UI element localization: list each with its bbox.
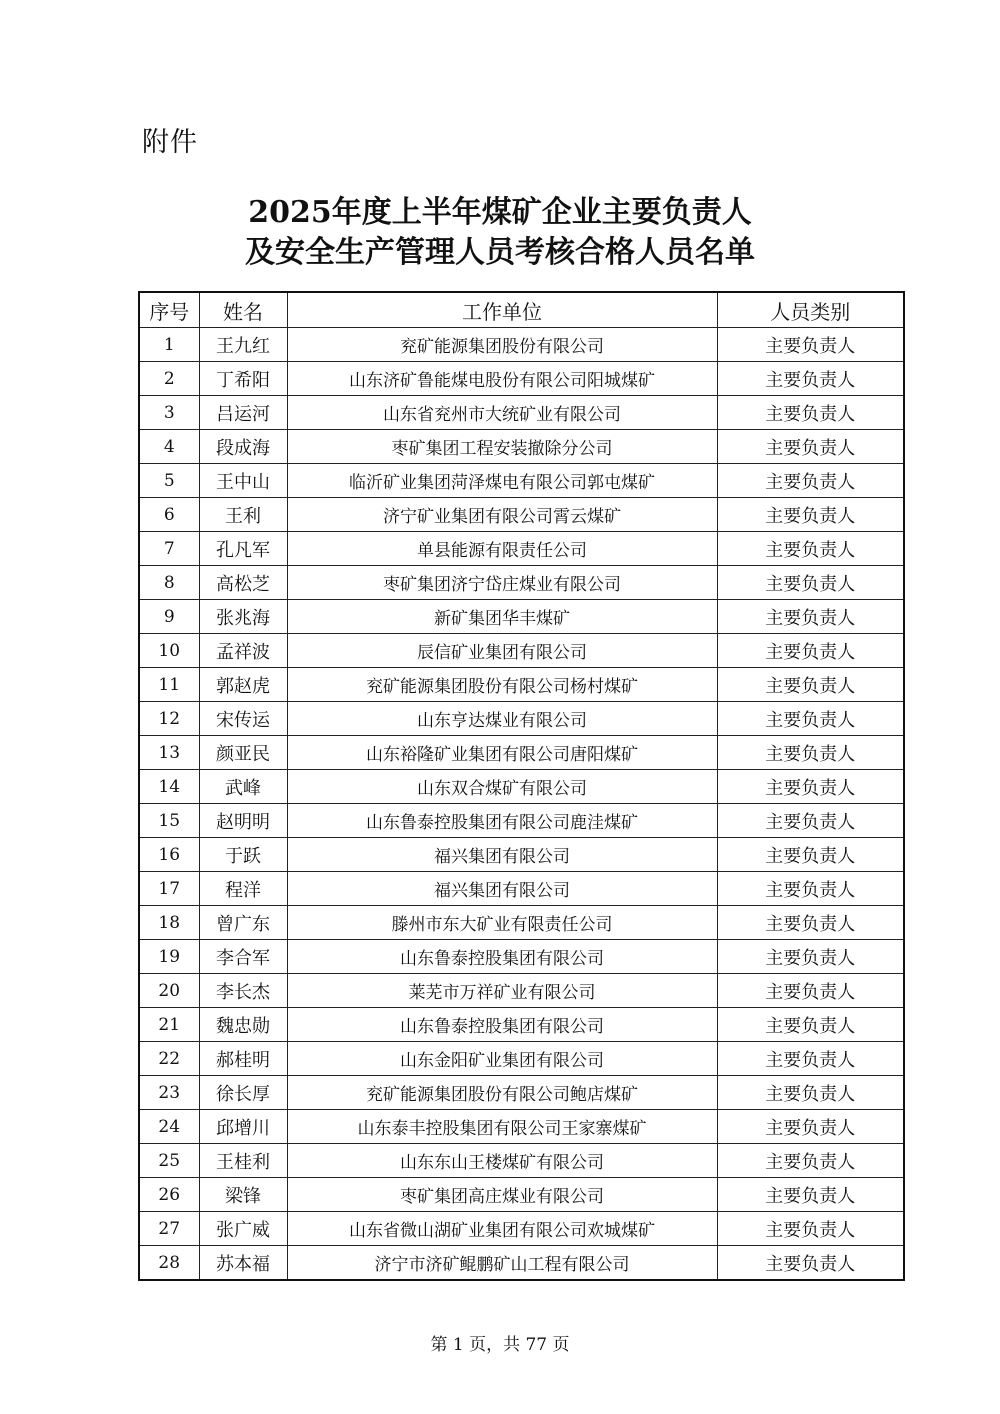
personnel-category: 主要负责人 [717, 328, 904, 362]
row-index: 13 [139, 736, 199, 770]
workplace: 兖矿能源集团股份有限公司鲍店煤矿 [287, 1076, 717, 1110]
workplace: 山东鲁泰控股集团有限公司鹿洼煤矿 [287, 804, 717, 838]
person-name: 段成海 [199, 430, 287, 464]
personnel-category: 主要负责人 [717, 464, 904, 498]
row-index: 17 [139, 872, 199, 906]
table-row [139, 1246, 904, 1281]
workplace: 山东泰丰控股集团有限公司王家寨煤矿 [287, 1110, 717, 1144]
table-row [139, 362, 904, 396]
personnel-category: 主要负责人 [717, 532, 904, 566]
table-row [139, 668, 904, 702]
personnel-category: 主要负责人 [717, 1110, 904, 1144]
table-header-row [139, 292, 904, 328]
workplace: 山东济矿鲁能煤电股份有限公司阳城煤矿 [287, 362, 717, 396]
row-index: 5 [139, 464, 199, 498]
workplace: 山东鲁泰控股集团有限公司 [287, 940, 717, 974]
person-name: 梁锋 [199, 1178, 287, 1212]
workplace: 山东裕隆矿业集团有限公司唐阳煤矿 [287, 736, 717, 770]
personnel-category: 主要负责人 [717, 396, 904, 430]
table-row [139, 1178, 904, 1212]
qualified-personnel-table [138, 291, 905, 1281]
attachment-label: 附件 [142, 127, 198, 158]
personnel-category: 主要负责人 [717, 838, 904, 872]
row-index: 8 [139, 566, 199, 600]
person-name: 赵明明 [199, 804, 287, 838]
row-index: 26 [139, 1178, 199, 1212]
row-index: 12 [139, 702, 199, 736]
personnel-category: 主要负责人 [717, 600, 904, 634]
workplace: 枣矿集团济宁岱庄煤业有限公司 [287, 566, 717, 600]
table-row [139, 532, 904, 566]
personnel-category: 主要负责人 [717, 634, 904, 668]
table-row [139, 464, 904, 498]
workplace: 山东东山王楼煤矿有限公司 [287, 1144, 717, 1178]
row-index: 1 [139, 328, 199, 362]
row-index: 4 [139, 430, 199, 464]
table-row [139, 736, 904, 770]
person-name: 孔凡军 [199, 532, 287, 566]
page-footer: 第 1 页，共 77 页 [430, 1335, 570, 1355]
person-name: 王中山 [199, 464, 287, 498]
personnel-category: 主要负责人 [717, 974, 904, 1008]
person-name: 徐长厚 [199, 1076, 287, 1110]
personnel-category: 主要负责人 [717, 940, 904, 974]
person-name: 丁希阳 [199, 362, 287, 396]
workplace: 山东金阳矿业集团有限公司 [287, 1042, 717, 1076]
workplace: 辰信矿业集团有限公司 [287, 634, 717, 668]
table-row [139, 974, 904, 1008]
personnel-category: 主要负责人 [717, 566, 904, 600]
table-row [139, 1212, 904, 1246]
person-name: 王九红 [199, 328, 287, 362]
personnel-category: 主要负责人 [717, 804, 904, 838]
header-category: 人员类别 [717, 292, 904, 328]
table-row [139, 940, 904, 974]
table-row [139, 600, 904, 634]
personnel-category: 主要负责人 [717, 362, 904, 396]
workplace: 枣矿集团高庄煤业有限公司 [287, 1178, 717, 1212]
personnel-category: 主要负责人 [717, 498, 904, 532]
person-name: 王利 [199, 498, 287, 532]
workplace: 山东双合煤矿有限公司 [287, 770, 717, 804]
table-row [139, 430, 904, 464]
workplace: 临沂矿业集团菏泽煤电有限公司郭屯煤矿 [287, 464, 717, 498]
workplace: 山东鲁泰控股集团有限公司 [287, 1008, 717, 1042]
person-name: 李长杰 [199, 974, 287, 1008]
person-name: 武峰 [199, 770, 287, 804]
table-row [139, 634, 904, 668]
workplace: 山东省兖州市大统矿业有限公司 [287, 396, 717, 430]
table-row [139, 328, 904, 362]
row-index: 7 [139, 532, 199, 566]
person-name: 王桂利 [199, 1144, 287, 1178]
row-index: 22 [139, 1042, 199, 1076]
header-workplace: 工作单位 [287, 292, 717, 328]
row-index: 6 [139, 498, 199, 532]
personnel-category: 主要负责人 [717, 906, 904, 940]
person-name: 张兆海 [199, 600, 287, 634]
table-row [139, 1144, 904, 1178]
personnel-category: 主要负责人 [717, 1008, 904, 1042]
person-name: 孟祥波 [199, 634, 287, 668]
personnel-category: 主要负责人 [717, 430, 904, 464]
workplace: 福兴集团有限公司 [287, 872, 717, 906]
person-name: 魏忠勋 [199, 1008, 287, 1042]
person-name: 张广威 [199, 1212, 287, 1246]
table-row [139, 1110, 904, 1144]
row-index: 18 [139, 906, 199, 940]
person-name: 苏本福 [199, 1246, 287, 1281]
workplace: 单县能源有限责任公司 [287, 532, 717, 566]
table-row [139, 770, 904, 804]
personnel-category: 主要负责人 [717, 1246, 904, 1281]
person-name: 郭赵虎 [199, 668, 287, 702]
table-row [139, 804, 904, 838]
header-index: 序号 [139, 292, 199, 328]
workplace: 福兴集团有限公司 [287, 838, 717, 872]
row-index: 3 [139, 396, 199, 430]
document-title-line2: 及安全生产管理人员考核合格人员名单 [245, 235, 755, 270]
table-row [139, 498, 904, 532]
workplace: 兖矿能源集团股份有限公司 [287, 328, 717, 362]
document-title-line1: 2025年度上半年煤矿企业主要负责人 [248, 195, 752, 230]
person-name: 程洋 [199, 872, 287, 906]
personnel-category: 主要负责人 [717, 1076, 904, 1110]
workplace: 莱芜市万祥矿业有限公司 [287, 974, 717, 1008]
person-name: 曾广东 [199, 906, 287, 940]
row-index: 20 [139, 974, 199, 1008]
personnel-category: 主要负责人 [717, 1042, 904, 1076]
workplace: 枣矿集团工程安装撤除分公司 [287, 430, 717, 464]
personnel-category: 主要负责人 [717, 1144, 904, 1178]
person-name: 郝桂明 [199, 1042, 287, 1076]
table-row [139, 872, 904, 906]
table-row [139, 1076, 904, 1110]
row-index: 27 [139, 1212, 199, 1246]
workplace: 滕州市东大矿业有限责任公司 [287, 906, 717, 940]
row-index: 14 [139, 770, 199, 804]
table-row [139, 702, 904, 736]
row-index: 10 [139, 634, 199, 668]
row-index: 2 [139, 362, 199, 396]
table-row [139, 566, 904, 600]
person-name: 李合军 [199, 940, 287, 974]
workplace: 新矿集团华丰煤矿 [287, 600, 717, 634]
personnel-category: 主要负责人 [717, 668, 904, 702]
row-index: 24 [139, 1110, 199, 1144]
workplace: 山东省微山湖矿业集团有限公司欢城煤矿 [287, 1212, 717, 1246]
personnel-category: 主要负责人 [717, 770, 904, 804]
person-name: 颜亚民 [199, 736, 287, 770]
personnel-category: 主要负责人 [717, 736, 904, 770]
personnel-category: 主要负责人 [717, 1178, 904, 1212]
person-name: 邱增川 [199, 1110, 287, 1144]
person-name: 宋传运 [199, 702, 287, 736]
header-name: 姓名 [199, 292, 287, 328]
row-index: 19 [139, 940, 199, 974]
row-index: 28 [139, 1246, 199, 1281]
row-index: 11 [139, 668, 199, 702]
row-index: 16 [139, 838, 199, 872]
workplace: 济宁市济矿鲲鹏矿山工程有限公司 [287, 1246, 717, 1281]
table-row [139, 396, 904, 430]
workplace: 兖矿能源集团股份有限公司杨村煤矿 [287, 668, 717, 702]
table-row [139, 906, 904, 940]
row-index: 25 [139, 1144, 199, 1178]
table-row [139, 1042, 904, 1076]
row-index: 15 [139, 804, 199, 838]
personnel-category: 主要负责人 [717, 1212, 904, 1246]
row-index: 9 [139, 600, 199, 634]
workplace: 山东亨达煤业有限公司 [287, 702, 717, 736]
table-row [139, 1008, 904, 1042]
row-index: 23 [139, 1076, 199, 1110]
row-index: 21 [139, 1008, 199, 1042]
person-name: 高松芝 [199, 566, 287, 600]
table-row [139, 838, 904, 872]
person-name: 于跃 [199, 838, 287, 872]
personnel-category: 主要负责人 [717, 702, 904, 736]
workplace: 济宁矿业集团有限公司霄云煤矿 [287, 498, 717, 532]
person-name: 吕运河 [199, 396, 287, 430]
personnel-category: 主要负责人 [717, 872, 904, 906]
